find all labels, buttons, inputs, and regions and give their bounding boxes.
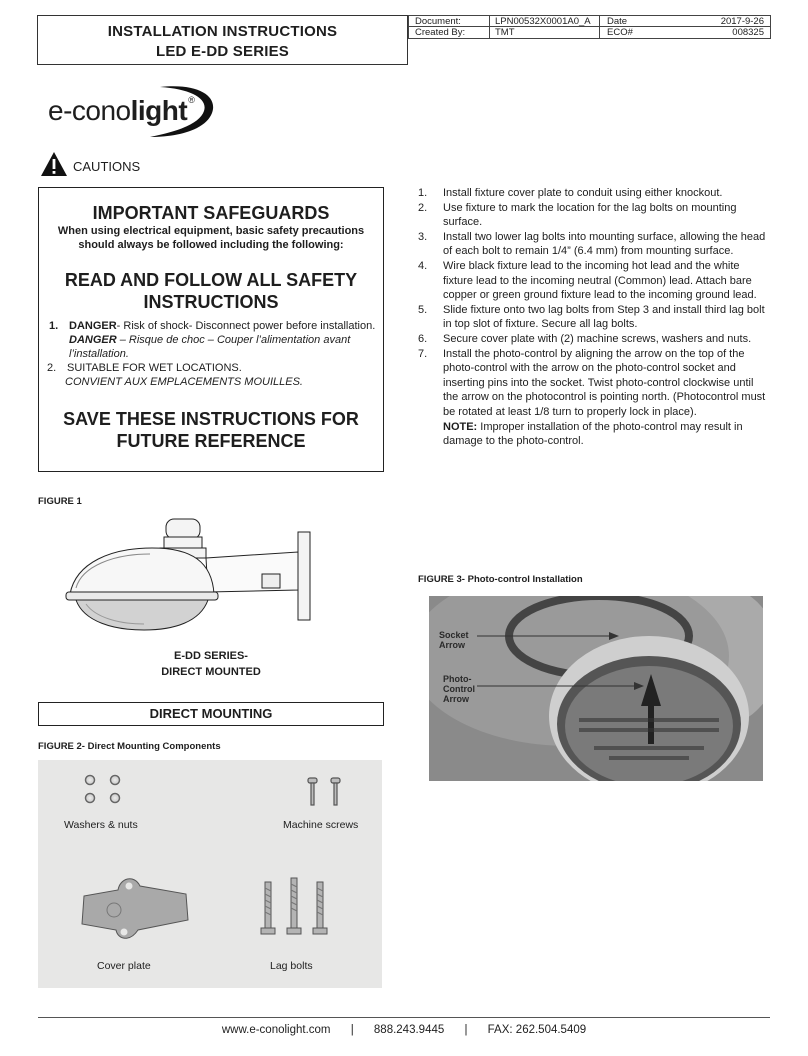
registered-mark: ® [188, 95, 195, 105]
figure1-caption: E-DD SERIES- DIRECT MOUNTED [161, 650, 261, 678]
step-item: 7. Install the photo-control by aligning the arrow on the top of the photo-control with the arrow on the photo-control socket and inserting pins into the socket. Twist photo-control clockwise until the arrow on the photocontrol is pointing north. (Photocontrol must be rotated at least 1/8 turn to properly lock in place). [418, 347, 766, 418]
document-meta-table [408, 15, 771, 39]
footer [0, 1024, 808, 1036]
note-label: NOTE: [443, 420, 478, 433]
econolight-logo [40, 83, 220, 139]
safeguard-item-fr: CONVIENT AUX EMPLACEMENTS MOUILLES. [65, 376, 303, 388]
footer-website-link[interactable]: www.e-conolight.com [221, 1024, 331, 1036]
footer-phone: 888.243.9445 [373, 1024, 445, 1036]
safeguards-title: IMPORTANT SAFEGUARDS [92, 203, 330, 223]
document-number: LPN00532X0001A0_A [495, 16, 591, 27]
figure3-label: FIGURE 3- Photo-control Installation [418, 574, 583, 585]
eco-label: ECO# [607, 27, 633, 38]
fixture-drawing [62, 512, 332, 638]
read-follow-heading: READ AND FOLLOW ALL SAFETY INSTRUCTIONS [64, 270, 358, 312]
safeguard-item: 2. SUITABLE FOR WET LOCATIONS. [47, 362, 242, 374]
cautions-label: CAUTIONS [73, 159, 141, 174]
logo-text-cono: e-cono [48, 95, 131, 126]
figure1-label: FIGURE 1 [38, 496, 82, 507]
important-safeguards-box [38, 187, 384, 472]
mounting-components-photo [38, 760, 382, 988]
step-item: 4. Wire black fixture lead to the incoming hot lead and the white fixture lead to the incoming neutral (Common) lead. Attach bare copper or green ground fixture lead to the incoming ground lead. [418, 259, 757, 302]
led-fixture-illustration [62, 512, 332, 638]
cover-plate-caption: Cover plate [97, 960, 151, 972]
installation-steps [418, 186, 768, 449]
save-instructions-heading: SAVE THESE INSTRUCTIONS FOR FUTURE REFERENCE [63, 409, 359, 451]
step-item: 5. Slide fixture onto two lag bolts from Step 3 and install third lag bolt in top slot of fixture. Secure all lag bolts. [418, 303, 765, 331]
eco-value: 008325 [732, 27, 764, 38]
photo-control-arrow-label: Photo- Control Arrow [443, 674, 475, 704]
safeguard-item: 1. DANGER- Risk of shock- Disconnect power before installation. DANGER – Risque de choc – Couper l’alimentation avant l’installation. [49, 320, 376, 360]
washers-nuts-caption: Washers & nuts [64, 819, 138, 831]
document-title-box [37, 15, 408, 65]
note-text: Improper installation of the photo-control may result in damage to the photo-control. [443, 420, 743, 448]
socket-arrow-label: Socket Arrow [439, 630, 469, 650]
step-item: 1. Install fixture cover plate to conduit using either knockout. [418, 187, 723, 199]
document-subtitle: LED E-DD SERIES [155, 43, 290, 60]
photo-control-illustration [429, 596, 763, 781]
components-illustration [38, 760, 382, 988]
safeguards-list [49, 319, 379, 389]
machine-screws-caption: Machine screws [283, 819, 359, 831]
step-item: 6. Secure cover plate with (2) machine screws, washers and nuts. [418, 332, 752, 345]
created-by-value: TMT [495, 27, 515, 38]
figure2-label: FIGURE 2- Direct Mounting Components [38, 741, 221, 752]
footer-separator: | [464, 1024, 468, 1036]
footer-divider [38, 1017, 770, 1018]
lag-bolts-caption: Lag bolts [270, 960, 313, 972]
warning-triangle-icon [40, 151, 68, 177]
logo-text-light: light [130, 95, 188, 126]
direct-mounting-heading: DIRECT MOUNTING [38, 702, 384, 726]
photo-control-photo [429, 596, 763, 781]
document-label: Document: [415, 16, 461, 27]
footer-separator: | [350, 1024, 354, 1036]
footer-fax: FAX: 262.504.5409 [487, 1024, 587, 1036]
note [418, 420, 768, 449]
safeguards-subtitle: When using electrical equipment, basic safety precautions should always be followed including the following: [57, 225, 365, 251]
created-by-label: Created By: [415, 27, 466, 38]
step-item: 2. Use fixture to mark the location for the lag bolts on mounting surface. [418, 201, 737, 229]
date-label: Date [607, 16, 628, 27]
document-title: INSTALLATION INSTRUCTIONS [107, 23, 338, 40]
step-item: 3. Install two lower lag bolts into mounting surface, allowing the head of each bolt to remain 1/4” (6.4 mm) from mounting surface. [418, 230, 766, 258]
date-value: 2017-9-26 [720, 16, 764, 27]
